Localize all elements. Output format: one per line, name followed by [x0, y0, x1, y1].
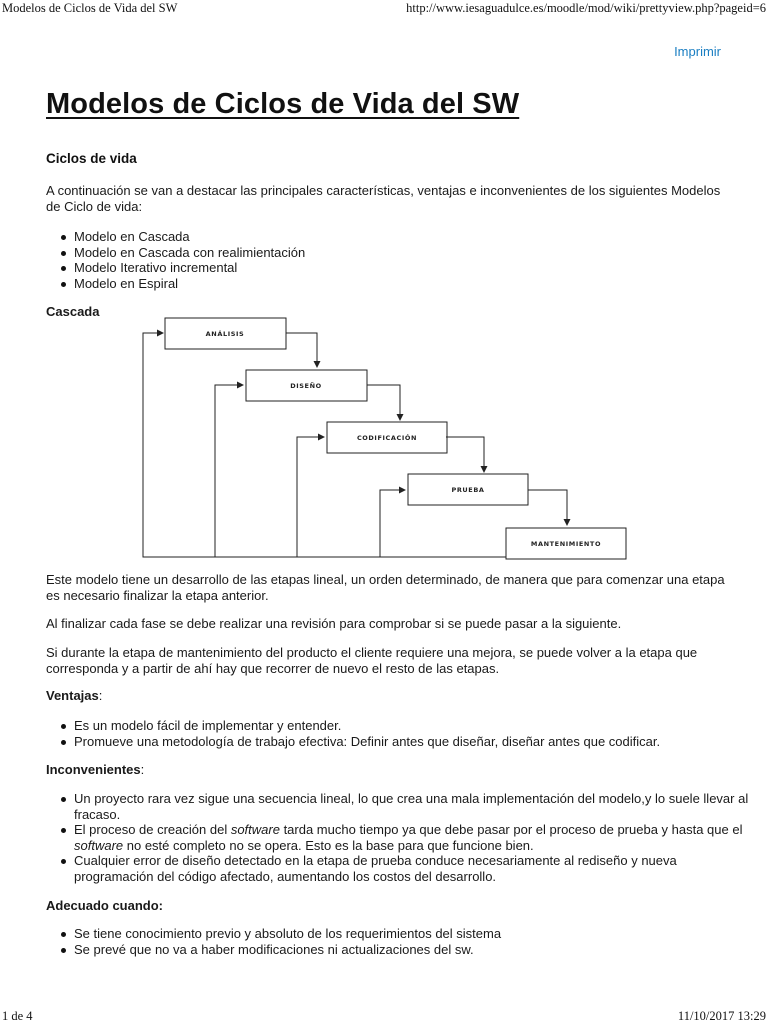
list-item: Se prevé que no va a haber modificaciones ni actualizaciones del sw.: [74, 942, 754, 958]
item-emphasis: software: [74, 837, 124, 853]
list-item: Cualquier error de diseño detectado en la etapa de prueba conduce necesariamente al rediseño y nueva programación del código afectado, aumentando los costos del desarrollo.: [74, 853, 754, 884]
print-footer: [0, 1008, 768, 1024]
adecuado-heading: Adecuado cuando:: [46, 898, 164, 913]
inconvenientes-heading: [46, 762, 144, 777]
ventajas-colon: :: [98, 688, 103, 703]
header-url: http://www.iesaguadulce.es/moodle/mod/wiki/prettyview.php?pageid=6: [406, 1, 766, 15]
intro-paragraph: A continuación se van a destacar las principales características, ventajas e inconvenientes de los siguientes Modelos de Ciclo de vida:: [46, 183, 721, 214]
arrow-prueba-mantenimiento: [528, 490, 567, 525]
page-title: Modelos de Ciclos de Vida del SW: [46, 88, 520, 120]
models-list: [46, 229, 726, 291]
header-page-title: Modelos de Ciclos de Vida del SW: [2, 1, 178, 15]
paragraph-review: Al finalizar cada fase se debe realizar una revisión para comprobar si se puede pasar a la siguiente.: [46, 616, 622, 631]
arrow-codificacion-prueba: [446, 437, 484, 472]
feedback-arrow-diseno: [215, 385, 243, 557]
list-item: Modelo en Cascada con realimientación: [74, 245, 726, 261]
feedback-arrow-prueba: [380, 490, 405, 557]
stage-label-prueba: PRUEBA: [451, 486, 485, 494]
list-item: Modelo Iterativo incremental: [74, 260, 726, 276]
list-item: Modelo en Espiral: [74, 276, 726, 292]
section-title: Ciclos de vida: [46, 151, 137, 166]
stage-label-diseno: DISEÑO: [290, 382, 322, 390]
stage-label-codificacion: CODIFICACIÓN: [356, 434, 418, 442]
print-header: [0, 0, 768, 16]
stage-label-mantenimiento: MANTENIMIENTO: [530, 540, 602, 548]
ventajas-title: Ventajas: [46, 688, 99, 703]
footer-page-number: 1 de 4: [2, 1009, 33, 1023]
waterfall-diagram: [130, 316, 630, 562]
list-item: [74, 822, 754, 853]
cascada-title: Cascada: [46, 304, 100, 319]
list-item: Modelo en Cascada: [74, 229, 726, 245]
item-text: tarda mucho tiempo ya que debe pasar por el proceso de prueba y hasta que el: [279, 822, 743, 837]
ventajas-list: [46, 718, 754, 749]
arrow-analisis-diseno: [286, 333, 317, 367]
inconvenientes-title: Inconvenientes: [46, 762, 141, 777]
inconvenientes-colon: :: [140, 762, 145, 777]
feedback-arrow-analisis: [143, 333, 506, 557]
item-text: no esté completo no se opera. Esto es la base para que funcione bien.: [123, 837, 534, 853]
feedback-arrow-codificacion: [297, 437, 324, 557]
list-item: Es un modelo fácil de implementar y entender.: [74, 718, 754, 734]
list-item: Se tiene conocimiento previo y absoluto de los requerimientos del sistema: [74, 926, 754, 942]
arrow-diseno-codificacion: [367, 385, 400, 420]
list-item: Un proyecto rara vez sigue una secuencia lineal, lo que crea una mala implementación del modelo,y lo suele llevar al fracaso.: [74, 791, 754, 822]
inconvenientes-list: [46, 791, 754, 884]
paragraph-linear: Este modelo tiene un desarrollo de las etapas lineal, un orden determinado, de manera que para comenzar una etapa es necesario finalizar la etapa anterior.: [46, 572, 725, 603]
main-content: [46, 88, 726, 319]
ventajas-heading: [46, 688, 102, 703]
print-link[interactable]: Imprimir: [674, 44, 721, 59]
adecuado-list: [46, 926, 754, 957]
stage-label-analisis: ANÁLISIS: [205, 330, 245, 338]
item-text: El proceso de creación del: [74, 822, 231, 837]
footer-datetime: 11/10/2017 13:29: [677, 1009, 766, 1023]
paragraph-maintenance: Si durante la etapa de mantenimiento del producto el cliente requiere una mejora, se puede volver a la etapa que corresponda y a partir de ahí hay que recorrer de nuevo el resto de las etapas.: [46, 645, 698, 676]
list-item: Promueve una metodología de trabajo efectiva: Definir antes que diseñar, diseñar antes que codificar.: [74, 734, 754, 750]
item-emphasis: software: [230, 822, 280, 837]
